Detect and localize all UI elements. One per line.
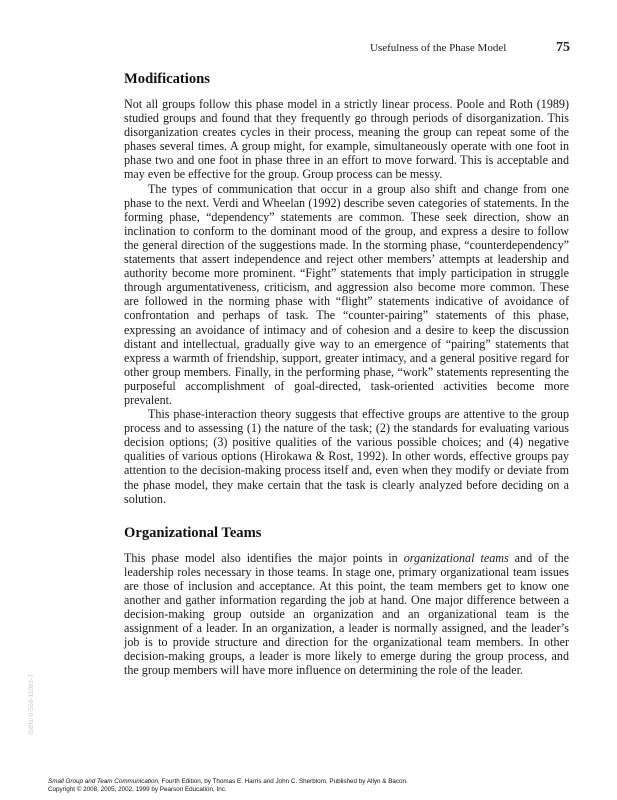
section-heading-organizational-teams: Organizational Teams bbox=[124, 524, 262, 541]
copyright-footer bbox=[48, 778, 588, 794]
paragraph bbox=[124, 551, 569, 678]
isbn-sidebar: ISBN: 0-558-11092-7 bbox=[28, 674, 35, 735]
paragraph: Not all groups follow this phase model in a strictly linear process. Poole and Roth (1989) studied groups and found that they frequently go through periods of disorganization. This disorganization creates cycles in their process, meaning the group can repeat some of the phases several times. A group might, for example, simultaneously operate with one foot in phase two and one foot in phase three in an effort to move forward. This is acceptable and may even be effective for the group. Group process can be messy. bbox=[124, 97, 569, 182]
footer-citation bbox=[48, 778, 588, 786]
footer-copyright: Copyright © 2008, 2005, 2002, 1999 by Pearson Education, Inc. bbox=[48, 786, 227, 793]
running-head-title: Usefulness of the Phase Model bbox=[370, 42, 507, 54]
emphasized-term: organizational teams bbox=[403, 550, 509, 565]
paragraph-text: and of the leadership roles necessary in those teams. In stage one, primary organizational team issues are those of inclusion and acceptance. At this point, the team members get to know one another and gather information regarding the job at hand. One major difference between a decision-making group outside an organization and an organizational team is the assignment of a leader. In an organization, a leader is normally assigned, and the leader’s job is to provide structure and direction for the organizational team members. In other decision-making groups, a leader is more likely to emerge during the group process, and the group members will have more influence on determining the role of the leader. bbox=[124, 550, 569, 678]
section-spacer bbox=[124, 506, 569, 524]
paragraph: The types of communication that occur in a group also shift and change from one phase to the next. Verdi and Wheelan (1992) describe seven categories of statements. In the forming phase, “dependency” statements are common. These seek direction, show an inclination to conform to the dominant mood of the group, and express a desire to follow the general direction of the suggestions made. In the storming phase, “counterdependency” statements that assert independence and reject other members’ attempts at leadership and authority become more prominent. “Fight” statements that imply participation in struggle through argumentativeness, criticism, and aggression also become more common. These are followed in the norming phase with “flight” statements indicative of avoidance of confrontation and perhaps of task. The “counter-pairing” statements of this phase, expressing an avoidance of intimacy and of cohesion and a desire to keep the discussion distant and intellectual, gradually give way to an emergence of “pairing” statements that express a warmth of friendship, support, greater intimacy, and a general positive regard for other group members. Finally, in the performing phase, “work” statements representing the purposeful accomplishment of goal-directed, task-oriented activities become more prevalent. bbox=[124, 181, 569, 407]
page-number: 75 bbox=[556, 40, 570, 55]
paragraph: This phase-interaction theory suggests that effective groups are attentive to the group process and to assessing (1) the nature of the task; (2) the standards for evaluating various decision options; (3) positive qualities of the various possible choices; and (4) negative qualities of various options (Hirokawa & Rost, 1992). In other words, effective groups pay attention to the decision-making process itself and, even when they modify or deviate from the phase model, they make certain that the task is clearly analyzed before deciding on a solution. bbox=[124, 407, 569, 506]
footer-book-title: Small Group and Team Communication, bbox=[48, 778, 160, 785]
footer-book-details: Fourth Edition, by Thomas E. Harris and John C. Sherblom. Published by Allyn & Bacon. bbox=[159, 778, 408, 785]
paragraph-text: This phase model also identifies the major points in bbox=[124, 550, 404, 565]
main-text bbox=[124, 70, 569, 678]
section-heading-modifications: Modifications bbox=[124, 71, 210, 87]
